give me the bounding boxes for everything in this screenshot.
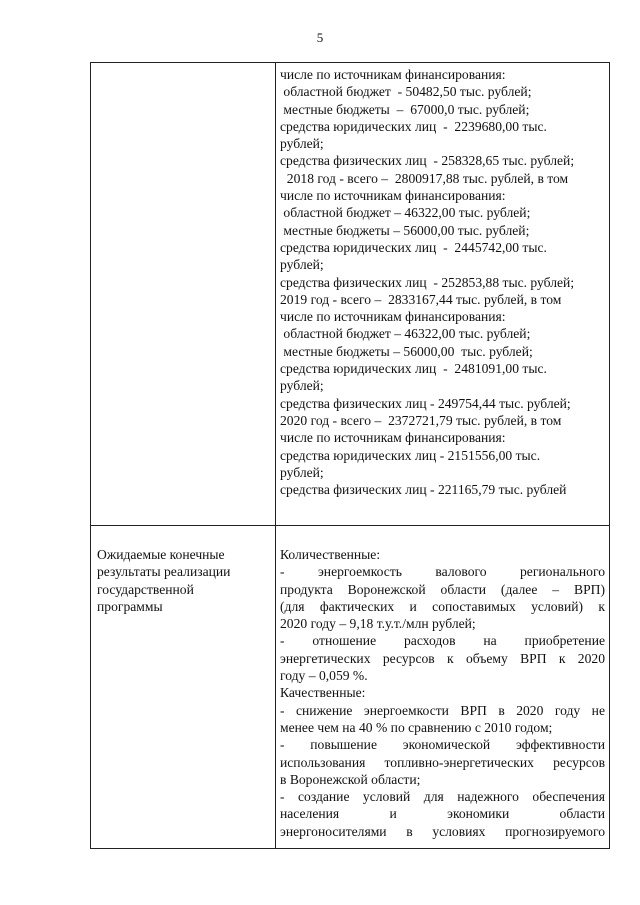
financing-line: рублей; [280,464,324,480]
label-line: Ожидаемые конечные [97,547,225,562]
column-divider [275,63,276,848]
financing-line: местные бюджеты – 56000,00 тыс. рублей; [280,222,530,238]
results-line: населения и экономики области [280,806,605,822]
financing-line: областной бюджет - 50482,50 тыс. рублей; [280,84,532,100]
financing-line: местные бюджеты – 67000,0 тыс. рублей; [280,101,530,117]
financing-line: рублей; [280,136,324,152]
financing-line: средства физических лиц - 221165,79 тыс. рублей [280,482,567,498]
label-line: государственной [97,581,194,597]
financing-line: местные бюджеты – 56000,00 тыс. рублей; [280,343,533,359]
results-line: Количественные: [280,547,381,562]
results-line: использования топливно-энергетических ресурсов [280,754,605,770]
results-line: менее чем на 40 % по сравнению с 2010 годом; [280,719,553,735]
row-divider [91,525,609,526]
financing-line: числе по источникам финансирования: [280,67,506,82]
results-line: энергетических ресурсов к объему ВРП к 2020 [280,650,605,666]
financing-line: рублей; [280,378,324,394]
page-number: 5 [316,30,324,45]
expected-results-content-cell [280,546,605,840]
financing-line: средства юридических лиц - 2151556,00 тыс. [280,447,541,463]
results-line: - энергоемкость валового регионального [280,564,605,580]
financing-line: 2019 год - всего – 2833167,44 тыс. рублей, в том [280,291,562,307]
results-line: 2020 году – 9,18 т.у.т./млн рублей; [280,616,476,632]
results-line: в Воронежской области; [280,771,421,787]
results-line: (для фактических и сопоставимых условий) к [280,598,605,614]
financing-line: областной бюджет – 46322,00 тыс. рублей; [280,205,531,221]
financing-line: числе по источникам финансирования: [280,309,506,325]
results-line: продукта Воронежской области (далее – ВРП) [280,581,605,597]
results-line: - отношение расходов на приобретение [280,633,605,649]
financing-line: средства юридических лиц - 2445742,00 тыс. [280,239,547,255]
financing-line: 2020 год - всего – 2372721,79 тыс. рублей, в том [280,412,562,428]
financing-line: областной бюджет – 46322,00 тыс. рублей; [280,326,531,342]
results-line: энергоносителями в условиях прогнозируемого [280,823,605,839]
financing-line: средства юридических лиц - 2481091,00 тыс. [280,361,547,377]
program-passport-table [90,62,610,849]
financing-line: средства физических лиц - 252853,88 тыс. рублей; [280,274,575,290]
results-line: - снижение энергоемкости ВРП в 2020 году не [280,702,605,718]
financing-line: числе по источникам финансирования: [280,430,506,446]
financing-line: средства физических лиц - 258328,65 тыс. рублей; [280,153,575,169]
financing-line: рублей; [280,257,324,273]
results-line: - повышение экономической эффективности [280,737,605,753]
label-line: программы [97,598,163,614]
financing-line: 2018 год - всего – 2800917,88 тыс. рублей, в том [280,170,569,186]
financing-line: средства юридических лиц - 2239680,00 тыс. [280,118,547,134]
label-line: результаты реализации [97,564,231,580]
financing-line: числе по источникам финансирования: [280,188,506,204]
financing-line: средства физических лиц - 249754,44 тыс. рублей; [280,395,571,411]
results-line: Качественные: [280,685,366,701]
expected-results-label-cell [97,546,267,615]
results-line: - создание условий для надежного обеспечения [280,789,605,805]
results-line: году – 0,059 %. [280,668,368,684]
financing-volume-cell [280,66,605,498]
